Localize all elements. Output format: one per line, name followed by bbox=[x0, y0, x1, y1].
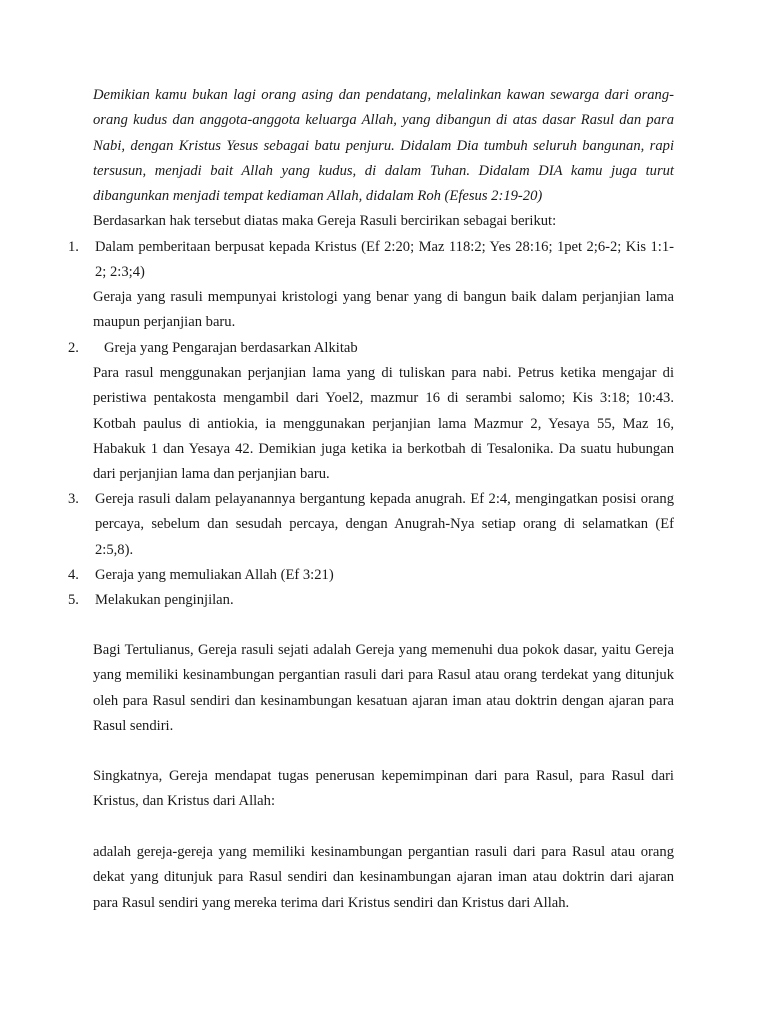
list-item-title: Greja yang Pengarajan berdasarkan Alkitab bbox=[104, 340, 358, 356]
intro-line: Berdasarkan hak tersebut diatas maka Gereja Rasuli bercirikan sebagai berikut: bbox=[93, 213, 557, 229]
closing-paragraph: adalah gereja-gereja yang memiliki kesinambungan pergantian rasuli dari para Rasul atau orang dekat yang ditunjuk para Rasul sendiri dan kesinambungan ajaran iman atau doktrin dari ajaran para Rasul sendiri yang mereka terima dari Kristus sendiri dan Kristus dari Allah. bbox=[93, 844, 674, 911]
list-number: 3. bbox=[68, 491, 79, 507]
ephesians-quote: Demikian kamu bukan lagi orang asing dan pendatang, melalinkan kawan sewarga dari orang-orang kudus dan anggota-anggota keluarga Allah, yang dibangun di atas dasar Rasul dan para Nabi, dengan Kristus Yesus sebagai batu penjuru. Didalam Dia tumbuh seluruh bangunan, rapi tersusun, menjadi bait Allah yang kudus, di dalam Tuhan. Didalam DIA kamu juga turut dibangunkan menjadi tempat kediaman Allah, didalam Roh (Efesus 2:19-20) bbox=[93, 87, 674, 205]
list-item-title: Geraja yang memuliakan Allah (Ef 3:21) bbox=[95, 567, 334, 583]
list-item-title: Melakukan penginjilan. bbox=[95, 592, 234, 608]
list-item-title: Gereja rasuli dalam pelayanannya bergantung kepada anugrah. Ef 2:4, mengingatkan posisi orang percaya, sebelum dan sesudah percaya, dengan Anugrah-Nya setiap orang di selamatkan (Ef 2:5,8). bbox=[95, 491, 674, 558]
list-number: 1. bbox=[68, 239, 79, 255]
list-item-body: Geraja yang rasuli mempunyai kristologi yang benar yang di bangun baik dalam perjanjian lama maupun perjanjian baru. bbox=[93, 289, 674, 331]
list-item-body: Para rasul menggunakan perjanjian lama yang di tuliskan para nabi. Petrus ketika mengajar di peristiwa pentakosta mengambil dari Yoel2, mazmur 16 di serambi salomo; Kis 3:18; 10:43. Kotbah paulus di antiokia, ia menggunakan perjanjian lama Mazmur 2, Yesaya 55, Maz 16, Habakuk 1 dan Yesaya 42. Demikian juga ketika ia berkotbah di Tesalonika. Da suatu hubungan dari perjanjian lama dan perjanjian baru. bbox=[93, 365, 674, 483]
summary-paragraph: Singkatnya, Gereja mendapat tugas penerusan kepemimpinan dari para Rasul, para Rasul dari Kristus, dan Kristus dari Allah: bbox=[93, 768, 674, 810]
list-item-title: Dalam pemberitaan berpusat kepada Kristus (Ef 2:20; Maz 118:2; Yes 28:16; 1pet 2;6-2; Kis 1:1-2; 2:3;4) bbox=[95, 239, 674, 281]
list-number: 5. bbox=[68, 592, 79, 608]
list-number: 4. bbox=[68, 567, 79, 583]
tertullian-paragraph: Bagi Tertulianus, Gereja rasuli sejati adalah Gereja yang memenuhi dua pokok dasar, yaitu Gereja yang memiliki kesinambungan pergantian rasuli dari para Rasul atau orang terdekat yang ditunjuk oleh para Rasul sendiri dan kesinambungan kesatuan ajaran iman atau doktrin dengan ajaran para Rasul sendiri. bbox=[93, 642, 674, 734]
list-number: 2. bbox=[68, 340, 79, 356]
